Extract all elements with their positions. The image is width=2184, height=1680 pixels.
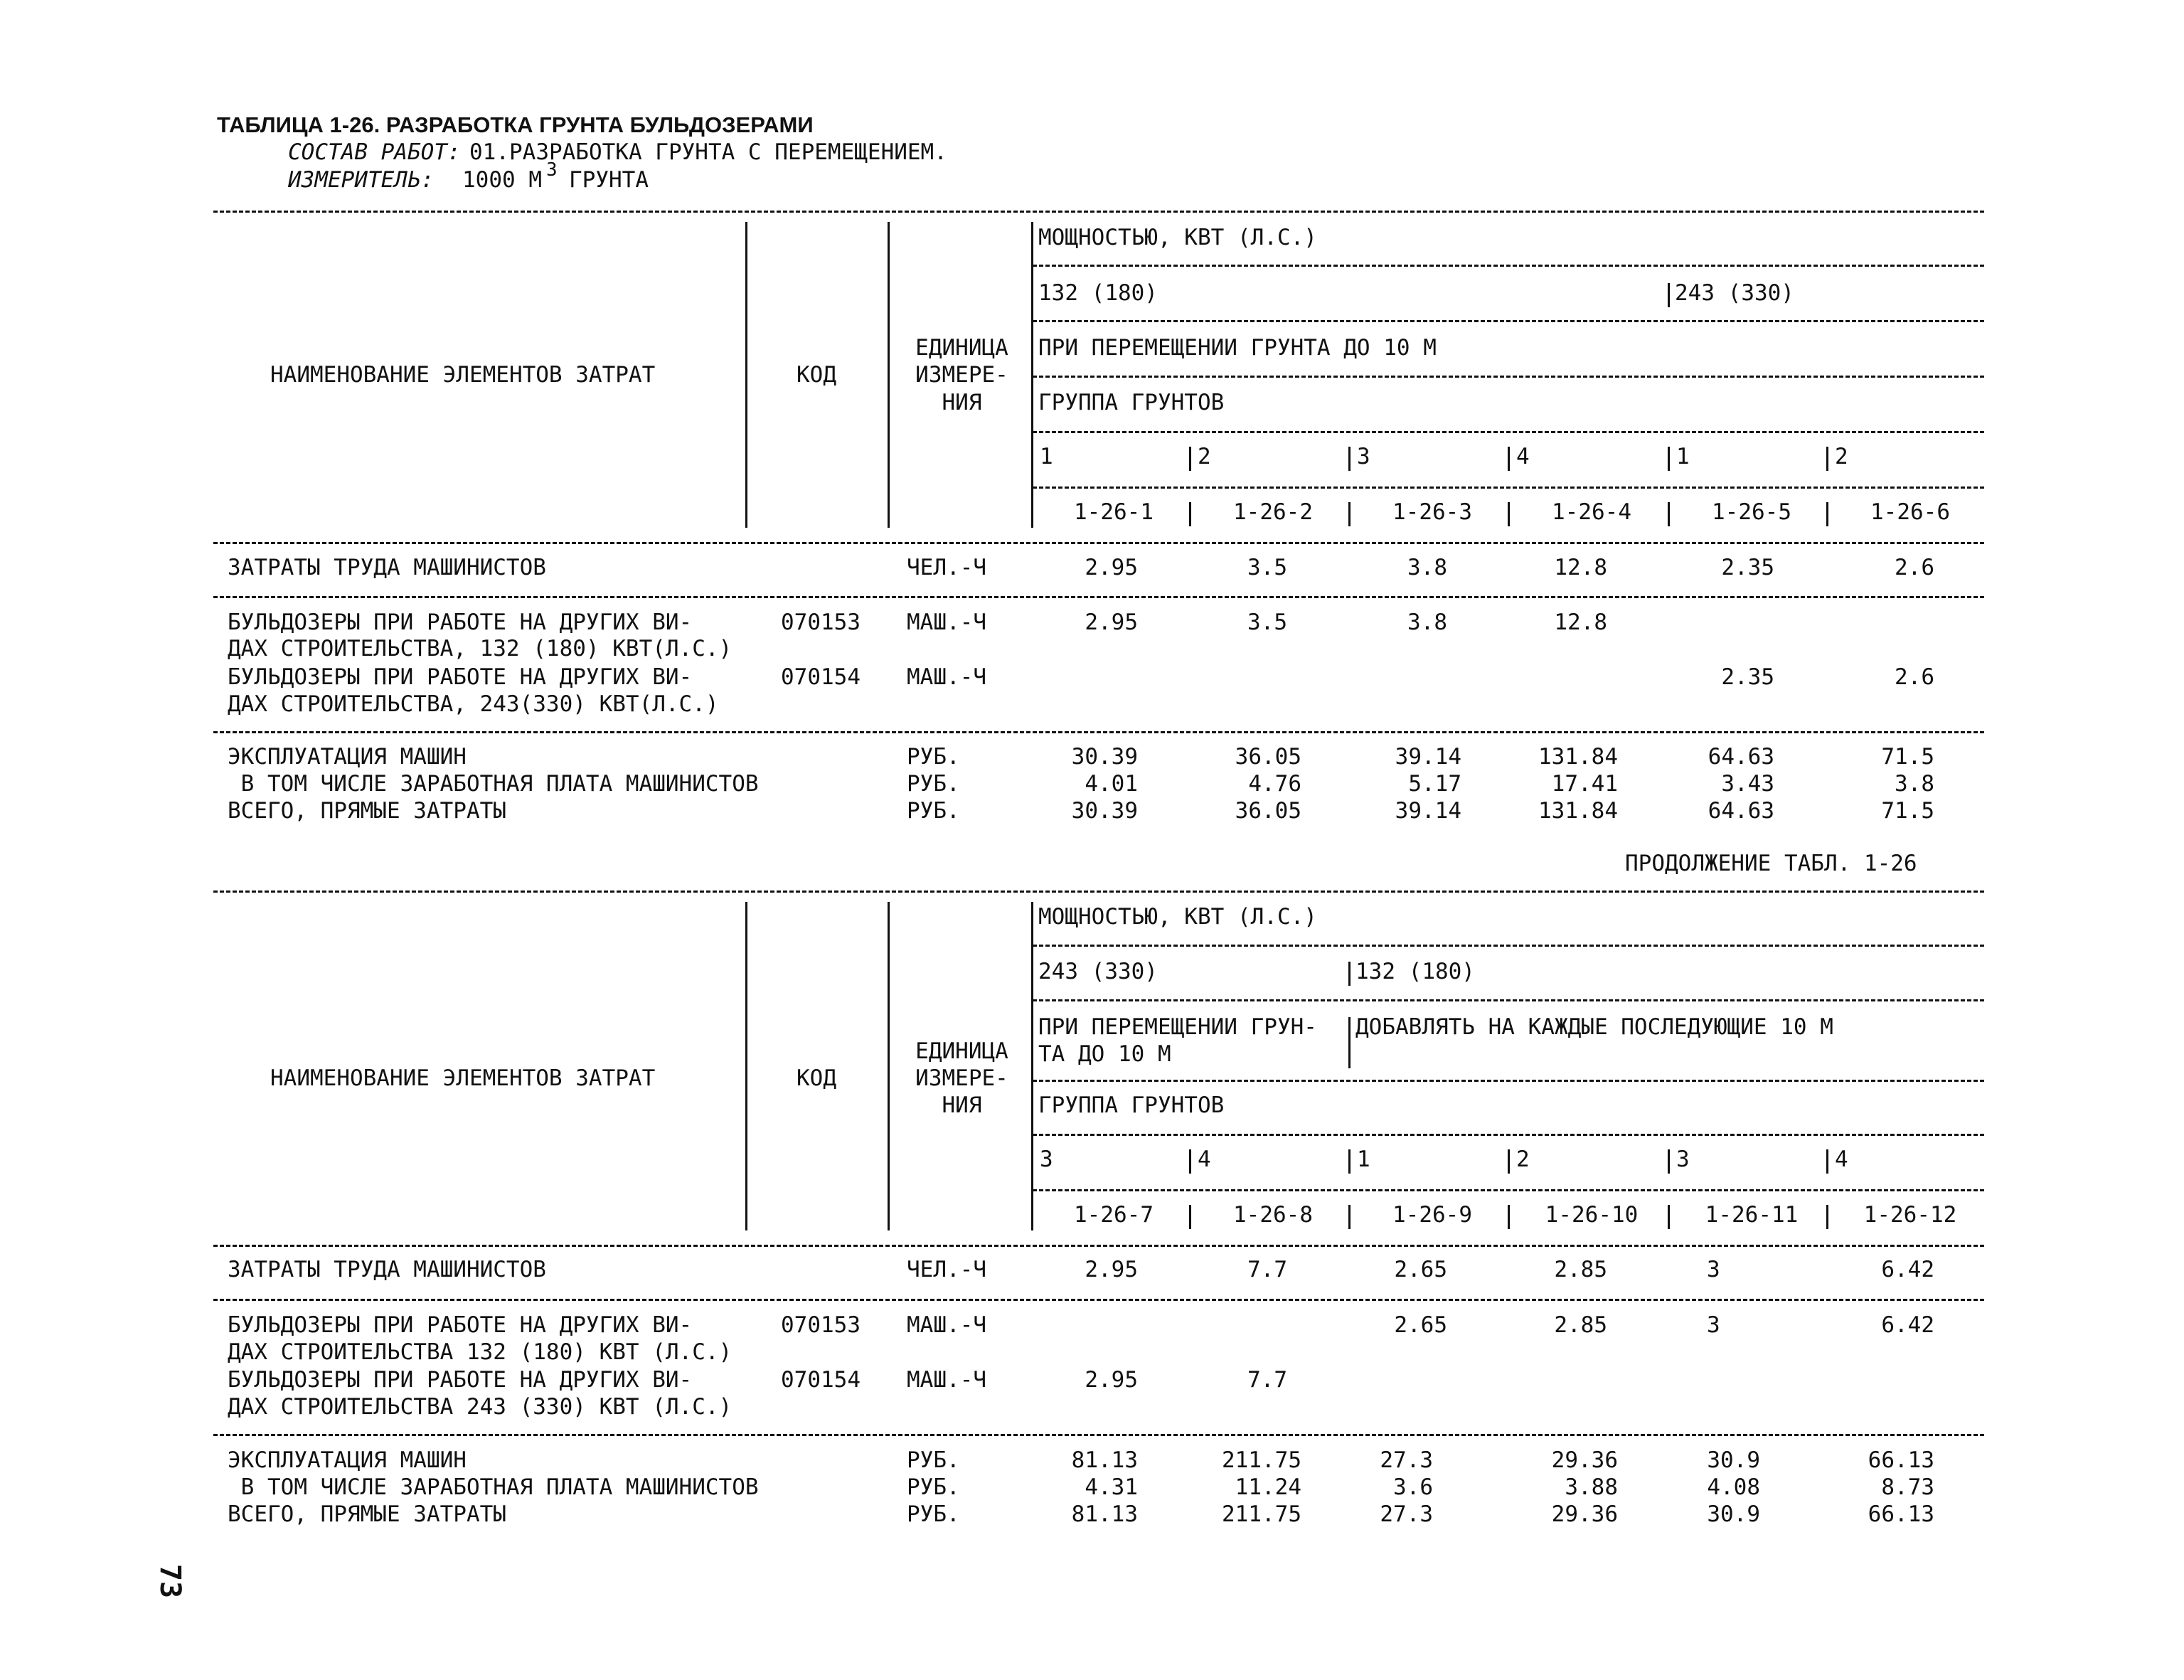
value-cell: 4.31 [1085, 1474, 1138, 1500]
value-cell: 30.39 [1071, 798, 1138, 824]
divider [1189, 1149, 1191, 1174]
value-cell: 3.8 [1407, 610, 1447, 635]
col-name-header: НАИМЕНОВАНИЕ ЭЛЕМЕНТОВ ЗАТРАТ [270, 362, 656, 388]
divider [1508, 447, 1510, 471]
rule [1033, 1080, 1984, 1082]
divider [1826, 447, 1828, 471]
rule [213, 211, 1984, 213]
value-cell: 11.24 [1235, 1474, 1301, 1500]
code-cell: 1-26-1 [1074, 499, 1154, 525]
value-cell: 71.5 [1881, 798, 1934, 824]
value-cell: 71.5 [1881, 744, 1934, 770]
value-cell: 4.76 [1248, 771, 1301, 797]
divider [1668, 502, 1670, 526]
continuation-note: ПРОДОЛЖЕНИЕ ТАБЛ. 1-26 [1625, 851, 1917, 876]
value-cell: 64.63 [1708, 744, 1774, 770]
group-header: ГРУППА ГРУНТОВ [1038, 390, 1225, 415]
code-cell: 1-26-10 [1545, 1202, 1639, 1228]
value-cell: 36.05 [1235, 798, 1301, 824]
divider [1508, 1205, 1510, 1229]
group-cell: 1 [1676, 444, 1690, 469]
value-cell: 2.65 [1394, 1257, 1447, 1282]
value-cell: 39.14 [1395, 744, 1461, 770]
power-132: 132 (180) [1355, 959, 1475, 984]
col-unit-header-2: ИЗМЕРЕ- [915, 1065, 1008, 1091]
row-code: 070154 [781, 664, 861, 690]
row-name: БУЛЬДОЗЕРЫ ПРИ РАБОТЕ НА ДРУГИХ ВИ- [228, 1312, 693, 1338]
row-name: БУЛЬДОЗЕРЫ ПРИ РАБОТЕ НА ДРУГИХ ВИ- [228, 1367, 693, 1393]
value-cell: 6.42 [1881, 1257, 1934, 1282]
value-cell: 3 [1707, 1312, 1720, 1338]
group-cell: 1 [1040, 444, 1053, 469]
table-title: ТАБЛИЦА 1-26. РАЗРАБОТКА ГРУНТА БУЛЬДОЗЕРАМИ [217, 112, 814, 137]
power-243: 243 (330) [1038, 959, 1158, 984]
value-cell: 3 [1707, 1257, 1720, 1282]
row-unit: МАШ.-Ч [907, 610, 986, 635]
divider [1348, 1205, 1351, 1229]
group-cell: 3 [1676, 1147, 1690, 1172]
meter-label: ИЗМЕРИТЕЛЬ: [288, 167, 435, 193]
rule [1033, 1134, 1984, 1136]
group-cell: 1 [1357, 1147, 1370, 1172]
move-header-a-1: ПРИ ПЕРЕМЕЩЕНИИ ГРУН- [1038, 1014, 1317, 1040]
value-cell: 12.8 [1554, 555, 1607, 580]
divider [1031, 902, 1033, 1230]
divider [1189, 447, 1191, 471]
divider [1826, 1149, 1828, 1174]
row-name: БУЛЬДОЗЕРЫ ПРИ РАБОТЕ НА ДРУГИХ ВИ- [228, 610, 693, 635]
value-cell: 6.42 [1881, 1312, 1934, 1338]
meter-value: 1000 М [462, 167, 542, 193]
value-cell: 27.3 [1380, 1501, 1433, 1527]
divider [888, 902, 890, 1230]
row-unit: МАШ.-Ч [907, 1312, 986, 1338]
value-cell: 211.75 [1222, 1501, 1301, 1527]
row-unit: ЧЕЛ.-Ч [907, 1257, 986, 1282]
divider [1508, 1149, 1510, 1174]
page-number: 73 [154, 1563, 187, 1599]
col-unit-header-1: ЕДИНИЦА [915, 335, 1008, 361]
code-cell: 1-26-6 [1870, 499, 1950, 525]
value-cell: 81.13 [1071, 1501, 1138, 1527]
code-cell: 1-26-9 [1392, 1202, 1472, 1228]
row-unit: РУБ. [907, 744, 960, 770]
value-cell: 81.13 [1071, 1447, 1138, 1473]
value-cell: 12.8 [1554, 610, 1607, 635]
divider [1668, 1149, 1670, 1174]
composition-label: СОСТАВ РАБОТ: [288, 139, 461, 165]
group-cell: 4 [1835, 1147, 1848, 1172]
group-cell: 2 [1516, 1147, 1530, 1172]
divider [1189, 1205, 1191, 1229]
divider [745, 222, 747, 528]
row-name-cont: ДАХ СТРОИТЕЛЬСТВА 243 (330) КВТ (Л.С.) [228, 1394, 733, 1420]
rule [1033, 1189, 1984, 1191]
divider [1668, 447, 1670, 471]
move-header: ПРИ ПЕРЕМЕЩЕНИИ ГРУНТА ДО 10 М [1038, 335, 1437, 361]
value-cell: 2.65 [1394, 1312, 1447, 1338]
value-cell: 36.05 [1235, 744, 1301, 770]
row-unit: РУБ. [907, 1447, 960, 1473]
col-code-header: КОД [797, 362, 836, 388]
group-cell: 4 [1516, 444, 1530, 469]
rule [213, 1245, 1984, 1247]
rule [213, 542, 1984, 544]
rule [213, 731, 1984, 733]
group-cell: 2 [1198, 444, 1211, 469]
power-243: 243 (330) [1675, 280, 1794, 306]
group-cell: 4 [1198, 1147, 1211, 1172]
divider [1668, 283, 1670, 307]
value-cell: 29.36 [1551, 1447, 1618, 1473]
value-cell: 3.5 [1247, 555, 1287, 580]
group-cell: 3 [1357, 444, 1370, 469]
row-name-cont: ДАХ СТРОИТЕЛЬСТВА 132 (180) КВТ (Л.С.) [228, 1339, 733, 1365]
row-unit: РУБ. [907, 798, 960, 824]
divider [1348, 1017, 1351, 1068]
value-cell: 29.36 [1551, 1501, 1618, 1527]
value-cell: 2.85 [1554, 1257, 1607, 1282]
rule [1033, 376, 1984, 378]
value-cell: 30.9 [1707, 1501, 1760, 1527]
rule [213, 890, 1984, 893]
value-cell: 17.41 [1551, 771, 1618, 797]
col-unit-header-3: НИЯ [942, 1092, 982, 1118]
rule [1033, 320, 1984, 322]
value-cell: 5.17 [1408, 771, 1461, 797]
move-header-a-2: ТА ДО 10 М [1038, 1041, 1171, 1067]
code-cell: 1-26-4 [1552, 499, 1631, 525]
value-cell: 131.84 [1538, 744, 1618, 770]
meter-superscript: 3 [546, 159, 558, 181]
value-cell: 4.08 [1707, 1474, 1760, 1500]
value-cell: 2.95 [1085, 1367, 1138, 1393]
value-cell: 27.3 [1380, 1447, 1433, 1473]
row-unit: МАШ.-Ч [907, 1367, 986, 1393]
row-code: 070153 [781, 1312, 861, 1338]
row-name: БУЛЬДОЗЕРЫ ПРИ РАБОТЕ НА ДРУГИХ ВИ- [228, 664, 693, 690]
value-cell: 4.01 [1085, 771, 1138, 797]
col-name-header: НАИМЕНОВАНИЕ ЭЛЕМЕНТОВ ЗАТРАТ [270, 1065, 656, 1091]
value-cell: 2.95 [1085, 1257, 1138, 1282]
value-cell: 3.88 [1565, 1474, 1618, 1500]
value-cell: 211.75 [1222, 1447, 1301, 1473]
value-cell: 2.35 [1721, 555, 1774, 580]
code-cell: 1-26-7 [1074, 1202, 1154, 1228]
row-name: ВСЕГО, ПРЯМЫЕ ЗАТРАТЫ [228, 1501, 506, 1527]
rule [213, 1299, 1984, 1301]
rule [1033, 431, 1984, 433]
value-cell: 66.13 [1868, 1501, 1934, 1527]
divider [1348, 502, 1351, 526]
move-header-b: ДОБАВЛЯТЬ НА КАЖДЫЕ ПОСЛЕДУЮЩИЕ 10 М [1355, 1014, 1833, 1040]
row-name: ЭКСПЛУАТАЦИЯ МАШИН [228, 1447, 467, 1473]
value-cell: 39.14 [1395, 798, 1461, 824]
value-cell: 2.6 [1895, 664, 1934, 690]
row-name-cont: ДАХ СТРОИТЕЛЬСТВА, 243(330) КВТ(Л.С.) [228, 691, 719, 717]
composition-value: 01.РАЗРАБОТКА ГРУНТА С ПЕРЕМЕЩЕНИЕМ. [469, 139, 947, 165]
rule [1033, 999, 1984, 1001]
row-name: ЭКСПЛУАТАЦИЯ МАШИН [228, 744, 467, 770]
row-name: ВСЕГО, ПРЯМЫЕ ЗАТРАТЫ [228, 798, 506, 824]
code-cell: 1-26-12 [1863, 1202, 1957, 1228]
divider [1348, 962, 1351, 986]
value-cell: 3.8 [1895, 771, 1934, 797]
power-header: МОЩНОСТЬЮ, КВТ (Л.С.) [1038, 904, 1317, 930]
divider [1189, 502, 1191, 526]
value-cell: 7.7 [1247, 1367, 1287, 1393]
row-unit: РУБ. [907, 1501, 960, 1527]
row-unit: МАШ.-Ч [907, 664, 986, 690]
value-cell: 7.7 [1247, 1257, 1287, 1282]
row-name: ЗАТРАТЫ ТРУДА МАШИНИСТОВ [228, 555, 546, 580]
col-unit-header-1: ЕДИНИЦА [915, 1038, 1008, 1064]
value-cell: 2.95 [1085, 610, 1138, 635]
power-header: МОЩНОСТЬЮ, КВТ (Л.С.) [1038, 225, 1317, 250]
rule [1033, 265, 1984, 267]
divider [888, 222, 890, 528]
value-cell: 66.13 [1868, 1447, 1934, 1473]
code-cell: 1-26-8 [1233, 1202, 1313, 1228]
value-cell: 2.85 [1554, 1312, 1607, 1338]
value-cell: 131.84 [1538, 798, 1618, 824]
divider [1348, 447, 1351, 471]
code-cell: 1-26-11 [1705, 1202, 1799, 1228]
row-name: В ТОМ ЧИСЛЕ ЗАРАБОТНАЯ ПЛАТА МАШИНИСТОВ [228, 771, 759, 797]
col-unit-header-2: ИЗМЕРЕ- [915, 362, 1008, 388]
row-code: 070154 [781, 1367, 861, 1393]
value-cell: 64.63 [1708, 798, 1774, 824]
row-unit: ЧЕЛ.-Ч [907, 555, 986, 580]
divider [1031, 222, 1033, 528]
value-cell: 30.9 [1707, 1447, 1760, 1473]
code-cell: 1-26-2 [1233, 499, 1313, 525]
row-unit: РУБ. [907, 1474, 960, 1500]
value-cell: 2.6 [1895, 555, 1934, 580]
rule [1033, 487, 1984, 489]
col-unit-header-3: НИЯ [942, 390, 982, 415]
group-cell: 3 [1040, 1147, 1053, 1172]
rule [1033, 945, 1984, 947]
code-cell: 1-26-3 [1392, 499, 1472, 525]
value-cell: 3.8 [1407, 555, 1447, 580]
rule [213, 1434, 1984, 1436]
value-cell: 2.95 [1085, 555, 1138, 580]
value-cell: 3.5 [1247, 610, 1287, 635]
group-cell: 2 [1835, 444, 1848, 469]
code-cell: 1-26-5 [1712, 499, 1791, 525]
group-header: ГРУППА ГРУНТОВ [1038, 1092, 1225, 1118]
power-132: 132 (180) [1038, 280, 1158, 306]
divider [745, 902, 747, 1230]
value-cell: 30.39 [1071, 744, 1138, 770]
row-name: В ТОМ ЧИСЛЕ ЗАРАБОТНАЯ ПЛАТА МАШИНИСТОВ [228, 1474, 759, 1500]
row-name: ЗАТРАТЫ ТРУДА МАШИНИСТОВ [228, 1257, 546, 1282]
divider [1348, 1149, 1351, 1174]
divider [1508, 502, 1510, 526]
value-cell: 8.73 [1881, 1474, 1934, 1500]
meter-suffix: ГРУНТА [569, 167, 649, 193]
row-name-cont: ДАХ СТРОИТЕЛЬСТВА, 132 (180) КВТ(Л.С.) [228, 636, 733, 661]
col-code-header: КОД [797, 1065, 836, 1091]
value-cell: 3.6 [1393, 1474, 1433, 1500]
divider [1668, 1205, 1670, 1229]
row-unit: РУБ. [907, 771, 960, 797]
rule [213, 596, 1984, 598]
value-cell: 2.35 [1721, 664, 1774, 690]
value-cell: 3.43 [1721, 771, 1774, 797]
row-code: 070153 [781, 610, 861, 635]
